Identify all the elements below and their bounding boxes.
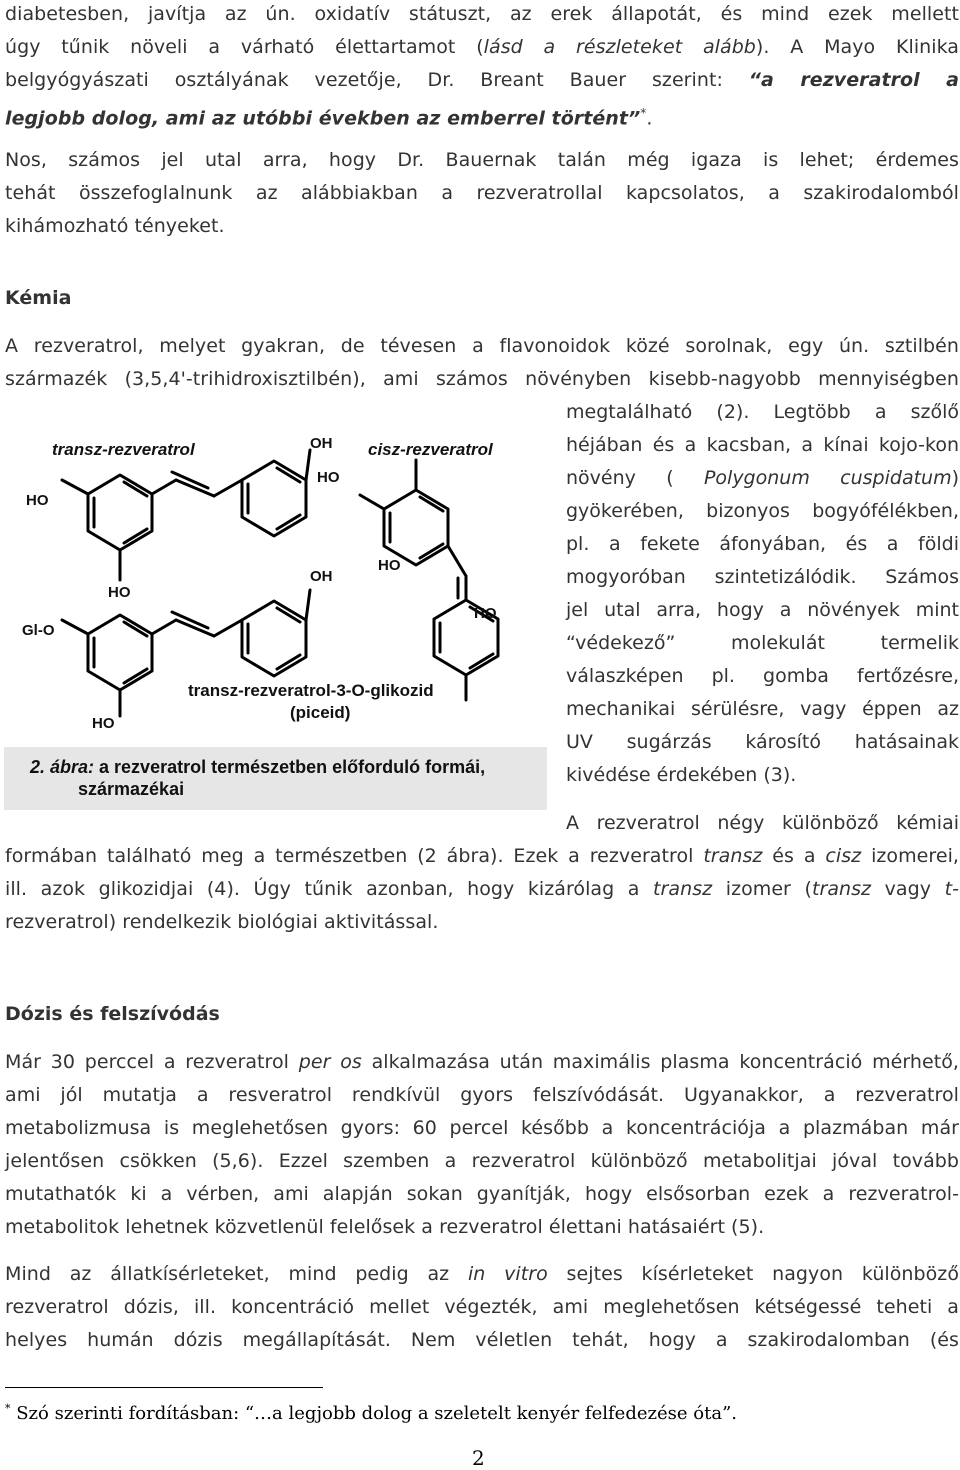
text-run: Már 30 perccel a rezveratrol xyxy=(5,1051,299,1073)
figure-caption xyxy=(30,756,485,800)
svg-text:HO: HO xyxy=(378,557,401,574)
dosis-line-4: jelentősen csökken (5,6). Ezzel szemben a rezveratrol különböző metabolitjai jóval tovább xyxy=(5,1150,959,1172)
chem-right-line-13: A rezveratrol négy különböző kémiai xyxy=(566,812,959,834)
dosis-line-6: metabolitok lehetnek közvetlenül felelősek a rezveratrol élettani hatásaiért (5). xyxy=(5,1216,765,1238)
dosis-p2-line-2: rezveratrol dózis, ill. koncentráció mellet végezték, ami meglehetősen kétségessé teheti a xyxy=(5,1296,959,1318)
footnote-text: Szó szerinti fordításban: “…a legjobb dolog a szeletelt kenyér felfedezése óta”. xyxy=(10,1403,737,1424)
page-number: 2 xyxy=(472,1446,485,1470)
label-glycoside: transz-rezveratrol-3-O-glikozid xyxy=(188,681,434,700)
footnote-mark: * xyxy=(5,1402,11,1415)
text-run: ). A Mayo Klinika xyxy=(755,36,959,58)
chem-right-line-2: héjában és a kacsban, a kínai kojo-kon xyxy=(566,434,959,456)
text-run: . xyxy=(646,107,653,130)
section-heading-kemia: Kémia xyxy=(5,287,72,309)
text-run-italic: transz xyxy=(811,878,872,900)
quote-run: legjobb dolog, ami az utóbbi években az emberrel történt” xyxy=(5,107,641,130)
chem-right-line-8: “védekező” molekulát termelik xyxy=(566,632,959,654)
chem-right-line-3 xyxy=(566,466,959,490)
svg-text:HO: HO xyxy=(26,492,49,509)
text-run: Mind az állatkísérleteket, mind pedig az xyxy=(5,1263,468,1285)
dosis-line-1 xyxy=(5,1050,959,1074)
footnote-separator xyxy=(5,1387,323,1388)
text-run: ill. azok glikozidjai (4). Úgy tűnik azonban, hogy kizárólag a xyxy=(5,878,654,900)
text-run: belgyógyászati osztályának vezetője, Dr. Breant Bauer szerint: xyxy=(5,69,749,91)
caption-text: a rezveratrol természetben előforduló formái, xyxy=(94,757,486,777)
footnote xyxy=(5,1402,737,1424)
text-run-italic: t- xyxy=(944,878,960,900)
dosis-line-2: ami jól mutatja a resveratrol rendkívül gyors felszívódását. Ugyanakkor, a rezveratrol xyxy=(5,1084,959,1106)
chem-line-3 xyxy=(5,844,959,868)
intro-p2-line-2: tehát összefoglalnunk az alábbiakban a rezveratrollal kapcsolatos, a szakirodalomból xyxy=(5,182,959,204)
chem-right-line-5: pl. a fekete áfonyában, és a földi xyxy=(566,533,959,555)
text-run: formában található meg a természetben (2 ábra). Ezek a rezveratrol xyxy=(5,845,704,867)
chem-right-line-4: gyökerében, bizonyos bogyófélékben, xyxy=(566,500,959,522)
chem-right-line-11: UV sugárzás károsító hatásainak xyxy=(566,731,959,753)
chem-right-line-10: mechanikai sérülésre, vagy éppen az xyxy=(566,698,959,720)
intro-line-4 xyxy=(5,101,959,130)
dosis-p2-line-1 xyxy=(5,1262,959,1286)
caption-number: 2. ábra: xyxy=(30,757,95,777)
intro-p2-line-1: Nos, számos jel utal arra, hogy Dr. Bauernak talán még igaza is lehet; érdemes xyxy=(5,149,959,171)
svg-text:HO: HO xyxy=(474,605,497,622)
chem-line-2: származék (3,5,4'-trihidroxisztilbén), ami számos növényben kisebb-nagyobb mennyiségben xyxy=(5,368,959,390)
svg-text:HO: HO xyxy=(317,469,340,486)
text-run-italic: transz xyxy=(703,845,763,867)
svg-text:OH: OH xyxy=(310,435,333,452)
dosis-p2-line-3: helyes humán dózis megállapítását. Nem véletlen tehát, hogy a szakirodalomban (és xyxy=(5,1329,959,1351)
text-run-italic: lásd a részleteket alább xyxy=(483,36,756,58)
resveratrol-structures-figure xyxy=(4,410,547,810)
text-run: alkalmazása után maximális plasma koncentráció mérhető, xyxy=(361,1051,959,1073)
chem-right-line-6: mogyoróban szintetizálódik. Számos xyxy=(566,566,959,588)
intro-line-2 xyxy=(5,35,959,59)
chem-line-5: rezveratrol) rendelkezik biológiai aktivitással. xyxy=(5,911,439,933)
text-run: ) xyxy=(951,467,960,489)
cis-resveratrol-structure xyxy=(360,460,498,700)
text-run-italic: Polygonum cuspidatum xyxy=(703,467,952,489)
chem-right-line-1: megtalálható (2). Legtöbb a szőlő xyxy=(566,401,959,423)
chem-line-1: A rezveratrol, melyet gyakran, de tévesen a flavonoidok közé sorolnak, egy ún. sztilbén xyxy=(5,335,959,357)
caption-text-2: származékai xyxy=(78,779,185,799)
text-run: és a xyxy=(762,845,826,867)
text-run-italic: cisz xyxy=(825,845,862,867)
text-run: izomer ( xyxy=(712,878,812,900)
label-trans: transz-rezveratrol xyxy=(52,440,195,459)
svg-text:Gl-O: Gl-O xyxy=(22,622,55,639)
text-run-italic: in vitro xyxy=(467,1263,548,1285)
intro-line-1: diabetesben, javítja az ún. oxidatív státuszt, az erek állapotát, és mind ezek mellett xyxy=(5,3,959,25)
label-cis: cisz-rezveratrol xyxy=(368,440,493,459)
quote-run: “a rezveratrol a xyxy=(748,69,959,91)
chem-line-4 xyxy=(5,877,959,901)
trans-resveratrol-structure xyxy=(62,450,310,580)
section-heading-dozis: Dózis és felszívódás xyxy=(5,1003,220,1025)
text-run-italic: per os xyxy=(298,1051,362,1073)
footnote-marker: * xyxy=(640,106,647,120)
text-run: vagy xyxy=(871,878,945,900)
text-run: izomerei, xyxy=(861,845,960,867)
text-run: sejtes kísérleteket nagyon különböző xyxy=(547,1263,959,1285)
text-run: növény ( xyxy=(566,467,674,489)
dosis-line-3: metabolizmusa is meglehetősen gyors: 60 percel később a koncentrációja a plazmában már xyxy=(5,1117,959,1139)
svg-text:OH: OH xyxy=(310,568,333,585)
chem-right-line-12: kivédése érdekében (3). xyxy=(566,764,797,786)
text-run-italic: transz xyxy=(653,878,713,900)
label-piceid: (piceid) xyxy=(290,703,351,722)
svg-text:HO: HO xyxy=(108,584,131,601)
svg-text:HO: HO xyxy=(92,715,115,732)
intro-line-3 xyxy=(5,68,959,92)
text-run: úgy tűnik növeli a várható élettartamot ( xyxy=(5,36,484,58)
intro-p2-line-3: kihámozható tényeket. xyxy=(5,215,225,237)
dosis-line-5: mutathatók ki a vérben, ami alapján sokan gyanítják, hogy elsősorban ezek a rezveratrol- xyxy=(5,1183,959,1205)
chem-right-line-9: válaszképen pl. gomba fertőzésre, xyxy=(566,665,959,687)
chem-right-line-7: jel utal arra, hogy a növények mint xyxy=(566,599,959,621)
